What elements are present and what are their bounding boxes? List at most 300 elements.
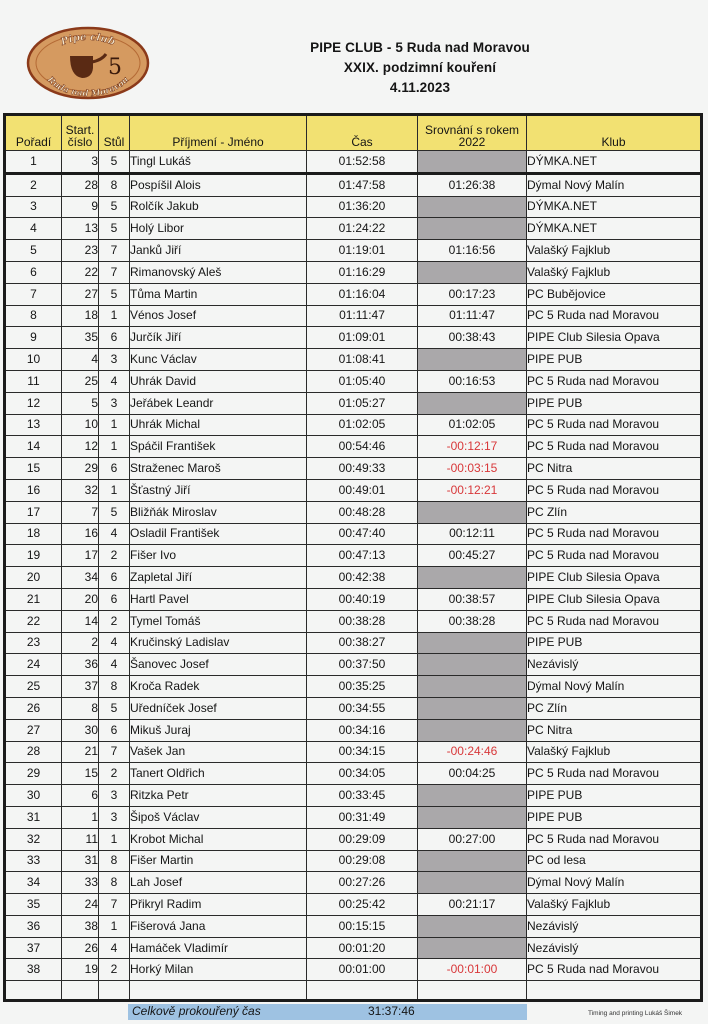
- cell-cmp: -00:24:46: [418, 741, 527, 763]
- cell-time: 00:38:27: [307, 632, 418, 654]
- cell-start: 31: [62, 850, 99, 872]
- cell-rank: 30: [5, 785, 62, 807]
- cell-table: 3: [99, 349, 130, 371]
- cell-name: Šipoš Václav: [130, 806, 307, 828]
- cell-club: PC 5 Ruda nad Moravou: [527, 959, 702, 981]
- cell-time: 01:52:58: [307, 151, 418, 174]
- cell-rank: 21: [5, 588, 62, 610]
- cell-table: 7: [99, 240, 130, 262]
- cell-name: Uředníček Josef: [130, 697, 307, 719]
- cell-cmp: 00:21:17: [418, 894, 527, 916]
- cell-rank: 17: [5, 501, 62, 523]
- cell-cmp: [418, 501, 527, 523]
- table-row: [5, 392, 702, 414]
- cell-time: 00:42:38: [307, 567, 418, 589]
- cell-start: 32: [62, 479, 99, 501]
- cell-name: Kručinský Ladislav: [130, 632, 307, 654]
- cell-cmp: -00:12:17: [418, 436, 527, 458]
- cell-start: 5: [62, 392, 99, 414]
- cell-time: 00:27:26: [307, 872, 418, 894]
- cell-start: 35: [62, 327, 99, 349]
- cell-table: 3: [99, 392, 130, 414]
- cell-time: 01:24:22: [307, 218, 418, 240]
- cell-time: 00:31:49: [307, 806, 418, 828]
- cell-start: 22: [62, 261, 99, 283]
- cell-start: 2: [62, 632, 99, 654]
- cell-club: PIPE PUB: [527, 349, 702, 371]
- cell-name: Přikryl Radim: [130, 894, 307, 916]
- table-row: [5, 196, 702, 218]
- cell-rank: 8: [5, 305, 62, 327]
- table-row: [5, 632, 702, 654]
- cell-cmp: 00:27:00: [418, 828, 527, 850]
- table-row: [5, 327, 702, 349]
- cell-name: Tymel Tomáš: [130, 610, 307, 632]
- col-table: Stůl: [99, 115, 130, 151]
- col-club: Klub: [527, 115, 702, 151]
- cell-table: 3: [99, 785, 130, 807]
- col-name: Příjmení - Jméno: [130, 115, 307, 151]
- cell-table: 4: [99, 632, 130, 654]
- cell-name: Uhrák Michal: [130, 414, 307, 436]
- cell-name: Bližňák Miroslav: [130, 501, 307, 523]
- cell-table: 3: [99, 806, 130, 828]
- table-row: [5, 610, 702, 632]
- table-row: [5, 763, 702, 785]
- cell-rank: 2: [5, 173, 62, 196]
- table-row: [5, 501, 702, 523]
- logo-bottom-text: Ruda nad Moravou: [45, 75, 131, 100]
- cell-cmp: [418, 392, 527, 414]
- cell-club: PIPE PUB: [527, 785, 702, 807]
- cell-cmp: [418, 850, 527, 872]
- cell-time: 00:34:55: [307, 697, 418, 719]
- cell-table: 5: [99, 218, 130, 240]
- empty-row: [5, 981, 702, 1001]
- cell-rank: 24: [5, 654, 62, 676]
- cell-cmp: [418, 697, 527, 719]
- cell-rank: 14: [5, 436, 62, 458]
- cell-club: DÝMKA.NET: [527, 218, 702, 240]
- cell-club: PC 5 Ruda nad Moravou: [527, 370, 702, 392]
- cell-start: 27: [62, 283, 99, 305]
- results-table: [3, 113, 703, 1002]
- cell-rank: 12: [5, 392, 62, 414]
- cell-start: 28: [62, 173, 99, 196]
- cell-table: 5: [99, 151, 130, 174]
- table-row: [5, 915, 702, 937]
- cell-start: 11: [62, 828, 99, 850]
- cell-name: Jurčík Jiří: [130, 327, 307, 349]
- cell-start: 36: [62, 654, 99, 676]
- cell-time: 00:33:45: [307, 785, 418, 807]
- cell-name: Vénos Josef: [130, 305, 307, 327]
- cell-rank: 5: [5, 240, 62, 262]
- cell-club: Valašký Fajklub: [527, 741, 702, 763]
- table-row: [5, 676, 702, 698]
- cell-club: Nezávislý: [527, 915, 702, 937]
- cell-rank: 22: [5, 610, 62, 632]
- cell-club: Valašký Fajklub: [527, 240, 702, 262]
- table-row: [5, 937, 702, 959]
- cell-start: 38: [62, 915, 99, 937]
- col-start: Start. číslo: [62, 115, 99, 151]
- cell-rank: 25: [5, 676, 62, 698]
- cell-start: 19: [62, 959, 99, 981]
- cell-cmp: 00:04:25: [418, 763, 527, 785]
- cell-rank: 28: [5, 741, 62, 763]
- cell-time: 00:37:50: [307, 654, 418, 676]
- table-row: [5, 719, 702, 741]
- cell-time: 00:48:28: [307, 501, 418, 523]
- table-row: [5, 806, 702, 828]
- cell-time: 00:01:20: [307, 937, 418, 959]
- table-row: [5, 479, 702, 501]
- cell-name: Straženec Maroš: [130, 458, 307, 480]
- cell-club: PC 5 Ruda nad Moravou: [527, 828, 702, 850]
- cell-name: Horký Milan: [130, 959, 307, 981]
- cell-time: 01:16:04: [307, 283, 418, 305]
- cell-name: Ritzka Petr: [130, 785, 307, 807]
- cell-table: 1: [99, 479, 130, 501]
- table-row: [5, 828, 702, 850]
- cell-club: Dýmal Nový Malín: [527, 872, 702, 894]
- cell-time: 00:01:00: [307, 959, 418, 981]
- cell-time: 01:19:01: [307, 240, 418, 262]
- table-header-row: [5, 115, 702, 151]
- cell-name: Jeřábek Leandr: [130, 392, 307, 414]
- cell-name: Osladil František: [130, 523, 307, 545]
- cell-rank: 36: [5, 915, 62, 937]
- cell-table: 5: [99, 697, 130, 719]
- cell-start: 18: [62, 305, 99, 327]
- cell-table: 5: [99, 501, 130, 523]
- cell-rank: 35: [5, 894, 62, 916]
- cell-time: 00:49:01: [307, 479, 418, 501]
- cell-rank: 38: [5, 959, 62, 981]
- cell-time: 00:35:25: [307, 676, 418, 698]
- col-rank: Pořadí: [5, 115, 62, 151]
- cell-club: PC Nitra: [527, 458, 702, 480]
- table-row: [5, 654, 702, 676]
- cell-table: 1: [99, 305, 130, 327]
- cell-table: 7: [99, 741, 130, 763]
- cell-start: 7: [62, 501, 99, 523]
- cell-time: 00:29:09: [307, 828, 418, 850]
- cell-table: 2: [99, 763, 130, 785]
- cell-start: 20: [62, 588, 99, 610]
- table-row: [5, 370, 702, 392]
- cell-time: 00:47:40: [307, 523, 418, 545]
- cell-time: 00:34:16: [307, 719, 418, 741]
- cell-start: 25: [62, 370, 99, 392]
- col-time: Čas: [307, 115, 418, 151]
- col-comparison: Srovnání s rokem 2022: [418, 115, 527, 151]
- cell-club: Nezávislý: [527, 937, 702, 959]
- table-row: [5, 588, 702, 610]
- cell-cmp: 00:38:57: [418, 588, 527, 610]
- total-value: 31:37:46: [368, 1004, 415, 1018]
- header-date: 4.11.2023: [389, 80, 451, 95]
- cell-cmp: [418, 567, 527, 589]
- cell-cmp: 00:38:43: [418, 327, 527, 349]
- cell-club: PC 5 Ruda nad Moravou: [527, 523, 702, 545]
- cell-table: 1: [99, 436, 130, 458]
- cell-name: Mikuš Juraj: [130, 719, 307, 741]
- cell-name: Uhrák David: [130, 370, 307, 392]
- cell-cmp: [418, 719, 527, 741]
- table-row: [5, 697, 702, 719]
- cell-rank: 26: [5, 697, 62, 719]
- header-club: PIPE CLUB - 5 Ruda nad Moravou: [310, 40, 530, 55]
- footer-credit: Timing and printing Lukáš Šimek: [588, 1010, 683, 1017]
- cell-cmp: -00:12:21: [418, 479, 527, 501]
- cell-time: 00:49:33: [307, 458, 418, 480]
- cell-time: 00:54:46: [307, 436, 418, 458]
- header-event: XXIX. podzimní kouření: [343, 60, 497, 75]
- cell-name: Lah Josef: [130, 872, 307, 894]
- cell-table: 8: [99, 850, 130, 872]
- cell-rank: 6: [5, 261, 62, 283]
- cell-rank: 9: [5, 327, 62, 349]
- cell-name: Hamáček Vladimír: [130, 937, 307, 959]
- cell-time: 01:05:40: [307, 370, 418, 392]
- cell-club: PC 5 Ruda nad Moravou: [527, 414, 702, 436]
- cell-table: 4: [99, 370, 130, 392]
- cell-name: Hartl Pavel: [130, 588, 307, 610]
- cell-start: 4: [62, 349, 99, 371]
- cell-table: 8: [99, 872, 130, 894]
- cell-cmp: [418, 261, 527, 283]
- cell-name: Pospíšil Alois: [130, 173, 307, 196]
- cell-time: 01:05:27: [307, 392, 418, 414]
- cell-cmp: 01:02:05: [418, 414, 527, 436]
- cell-cmp: [418, 349, 527, 371]
- cell-cmp: [418, 937, 527, 959]
- cell-start: 17: [62, 545, 99, 567]
- logo-number: 5: [108, 55, 122, 80]
- cell-club: PC Zlín: [527, 697, 702, 719]
- cell-start: 30: [62, 719, 99, 741]
- cell-rank: 19: [5, 545, 62, 567]
- cell-start: 29: [62, 458, 99, 480]
- cell-time: 00:29:08: [307, 850, 418, 872]
- cell-rank: 18: [5, 523, 62, 545]
- cell-club: DÝMKA.NET: [527, 196, 702, 218]
- table-row: [5, 261, 702, 283]
- cell-table: 5: [99, 196, 130, 218]
- table-row: [5, 959, 702, 981]
- cell-start: 8: [62, 697, 99, 719]
- cell-start: 16: [62, 523, 99, 545]
- cell-cmp: 01:16:56: [418, 240, 527, 262]
- cell-start: 37: [62, 676, 99, 698]
- table-row: [5, 349, 702, 371]
- cell-name: Tingl Lukáš: [130, 151, 307, 174]
- cell-club: PC Zlín: [527, 501, 702, 523]
- cell-name: Šťastný Jiří: [130, 479, 307, 501]
- cell-table: 8: [99, 173, 130, 196]
- cell-cmp: [418, 915, 527, 937]
- cell-time: 00:15:15: [307, 915, 418, 937]
- cell-time: 01:11:47: [307, 305, 418, 327]
- cell-club: PC 5 Ruda nad Moravou: [527, 610, 702, 632]
- cell-club: PC 5 Ruda nad Moravou: [527, 545, 702, 567]
- cell-rank: 33: [5, 850, 62, 872]
- cell-table: 5: [99, 283, 130, 305]
- cell-time: 00:25:42: [307, 894, 418, 916]
- cell-rank: 13: [5, 414, 62, 436]
- cell-table: 6: [99, 719, 130, 741]
- cell-cmp: [418, 785, 527, 807]
- cell-table: 1: [99, 414, 130, 436]
- cell-cmp: 01:26:38: [418, 173, 527, 196]
- table-row: [5, 523, 702, 545]
- table-row: [5, 240, 702, 262]
- cell-time: 00:34:05: [307, 763, 418, 785]
- table-row: [5, 785, 702, 807]
- table-row: [5, 305, 702, 327]
- cell-club: PIPE Club Silesia Opava: [527, 327, 702, 349]
- cell-start: 9: [62, 196, 99, 218]
- cell-name: Rolčík Jakub: [130, 196, 307, 218]
- cell-club: PIPE PUB: [527, 632, 702, 654]
- cell-club: PC od lesa: [527, 850, 702, 872]
- cell-time: 00:34:15: [307, 741, 418, 763]
- cell-cmp: [418, 632, 527, 654]
- cell-cmp: [418, 196, 527, 218]
- cell-cmp: 00:12:11: [418, 523, 527, 545]
- cell-club: Valašký Fajklub: [527, 894, 702, 916]
- cell-start: 10: [62, 414, 99, 436]
- cell-name: Tanert Oldřich: [130, 763, 307, 785]
- cell-time: 01:36:20: [307, 196, 418, 218]
- cell-name: Rimanovský Aleš: [130, 261, 307, 283]
- results-body: [5, 151, 702, 981]
- cell-cmp: 01:11:47: [418, 305, 527, 327]
- cell-rank: 1: [5, 151, 62, 174]
- cell-name: Krobot Michal: [130, 828, 307, 850]
- cell-name: Janků Jiří: [130, 240, 307, 262]
- cell-rank: 27: [5, 719, 62, 741]
- cell-start: 13: [62, 218, 99, 240]
- cell-start: 6: [62, 785, 99, 807]
- cell-name: Kroča Radek: [130, 676, 307, 698]
- cell-table: 6: [99, 588, 130, 610]
- cell-rank: 34: [5, 872, 62, 894]
- cell-cmp: [418, 151, 527, 174]
- cell-rank: 31: [5, 806, 62, 828]
- cell-table: 1: [99, 915, 130, 937]
- cell-time: 01:08:41: [307, 349, 418, 371]
- cell-start: 3: [62, 151, 99, 174]
- cell-table: 4: [99, 523, 130, 545]
- cell-cmp: 00:45:27: [418, 545, 527, 567]
- cell-table: 6: [99, 567, 130, 589]
- cell-club: Nezávislý: [527, 654, 702, 676]
- cell-club: PC 5 Ruda nad Moravou: [527, 305, 702, 327]
- cell-table: 2: [99, 610, 130, 632]
- cell-name: Fišerová Jana: [130, 915, 307, 937]
- cell-cmp: [418, 218, 527, 240]
- cell-cmp: [418, 806, 527, 828]
- cell-start: 23: [62, 240, 99, 262]
- cell-name: Vašek Jan: [130, 741, 307, 763]
- cell-time: 01:16:29: [307, 261, 418, 283]
- logo-top-text: Pipe club: [59, 31, 117, 49]
- cell-club: PC 5 Ruda nad Moravou: [527, 479, 702, 501]
- cell-cmp: [418, 872, 527, 894]
- cell-club: PC 5 Ruda nad Moravou: [527, 763, 702, 785]
- table-row: [5, 218, 702, 240]
- table-row: [5, 894, 702, 916]
- cell-table: 6: [99, 458, 130, 480]
- table-row: [5, 872, 702, 894]
- cell-rank: 29: [5, 763, 62, 785]
- cell-time: 00:38:28: [307, 610, 418, 632]
- cell-table: 8: [99, 676, 130, 698]
- cell-time: 01:02:05: [307, 414, 418, 436]
- cell-name: Fišer Ivo: [130, 545, 307, 567]
- cell-time: 00:47:13: [307, 545, 418, 567]
- cell-club: PC 5 Ruda nad Moravou: [527, 436, 702, 458]
- table-row: [5, 173, 702, 196]
- table-row: [5, 741, 702, 763]
- cell-name: Šanovec Josef: [130, 654, 307, 676]
- cell-club: PC Bubějovice: [527, 283, 702, 305]
- cell-start: 21: [62, 741, 99, 763]
- cell-time: 01:47:58: [307, 173, 418, 196]
- cell-rank: 20: [5, 567, 62, 589]
- table-row: [5, 545, 702, 567]
- cell-start: 26: [62, 937, 99, 959]
- cell-table: 2: [99, 959, 130, 981]
- cell-time: 01:09:01: [307, 327, 418, 349]
- table-row: [5, 151, 702, 174]
- cell-name: Zapletal Jiří: [130, 567, 307, 589]
- cell-cmp: 00:38:28: [418, 610, 527, 632]
- cell-name: Spáčil František: [130, 436, 307, 458]
- cell-rank: 4: [5, 218, 62, 240]
- cell-cmp: [418, 654, 527, 676]
- table-row: [5, 436, 702, 458]
- table-row: [5, 850, 702, 872]
- cell-table: 6: [99, 327, 130, 349]
- cell-rank: 37: [5, 937, 62, 959]
- cell-rank: 16: [5, 479, 62, 501]
- cell-name: Fišer Martin: [130, 850, 307, 872]
- total-label: Celkově prokouřený čas: [132, 1004, 261, 1018]
- cell-start: 33: [62, 872, 99, 894]
- cell-club: PIPE Club Silesia Opava: [527, 567, 702, 589]
- cell-club: Dýmal Nový Malín: [527, 173, 702, 196]
- cell-rank: 7: [5, 283, 62, 305]
- cell-start: 15: [62, 763, 99, 785]
- cell-club: PIPE PUB: [527, 806, 702, 828]
- cell-name: Tůma Martin: [130, 283, 307, 305]
- cell-time: 00:40:19: [307, 588, 418, 610]
- cell-cmp: -00:03:15: [418, 458, 527, 480]
- table-row: [5, 567, 702, 589]
- cell-cmp: 00:16:53: [418, 370, 527, 392]
- cell-club: DÝMKA.NET: [527, 151, 702, 174]
- pipe-club-logo: [26, 26, 150, 100]
- cell-rank: 3: [5, 196, 62, 218]
- cell-club: Dýmal Nový Malín: [527, 676, 702, 698]
- table-row: [5, 458, 702, 480]
- cell-rank: 15: [5, 458, 62, 480]
- cell-table: 4: [99, 654, 130, 676]
